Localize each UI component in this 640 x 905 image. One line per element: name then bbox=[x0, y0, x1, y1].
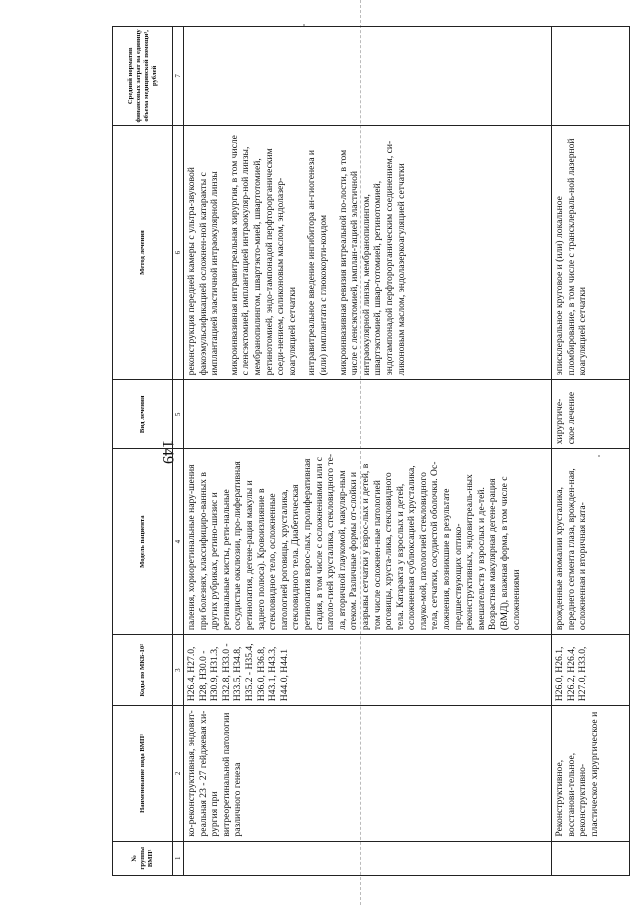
column-number: 1 bbox=[173, 841, 184, 875]
cell-group bbox=[552, 841, 630, 875]
method-item: интравитреальное введение ингибитора ан-гиогенеза и (или) имплантата с глюкокорти-коидом bbox=[306, 149, 329, 376]
cell-codes: H26.0, H26.1, H26.2, H26.4, H27.0, H33.0, bbox=[552, 635, 630, 706]
method-item: микроинвазивная ревизия витреальной по-лости, в том числе с ленсэктомией, имплан-тацией эластичной интраокулярной линзы, мембранопилингом, швартэктомией, швар-тотомией, ретинотомией, эндотампонадой перфторорганическим соединением, си-ликоновым маслом, эндолазеркоагуляцией сетчатки bbox=[337, 140, 407, 376]
table-header-row bbox=[113, 27, 173, 876]
column-number: 2 bbox=[173, 706, 184, 841]
table-row bbox=[184, 27, 552, 876]
header-name: Наименование вида ВМП¹ bbox=[113, 706, 173, 841]
cell-method: эписклеральное круговое и (или) локальное пломбирование, в том числе с трансклераль-ной лазерной коагуляцией сетчатки bbox=[552, 125, 630, 380]
cell-model: паления, хориоретинальные нару-шения при болезнях, классифициро-ванных в других рубриках, ретино-шизис и ретинальные кисты, рети-нальные сосудистые окклюзии, про-лиферативная ретинопатия, дегене-рация макулы и заднего полюса). Кровоизлияние в стекловидное тело, осложненные патологией роговицы, хрусталика, стекловидного тела. Диабетическая ретинопатия взрос-лых, пролиферативная стадия, в том числе с осложнениями или с патоло-гией хрусталика, стекловидного те-ла, вторичной глаукомой, макуляр-ным отеком. Различные формы от-слойки и разрывы сетчатки у взрос-лых и детей, в том числе осложнен-ные патологией роговицы, хруста-лика, стекловидного тела. Катаракта у взрослых и детей, осложненная сублюксацией хрусталика, глауко-мой, патологией стекловидного тела, сетчатки, сосудистой оболочки. Ос-ложнения, возникшие в результате предшествующих оптико-реконструктивных, эндовитреаль-ных вмешательств у взрослых и де-тей. Возрастная макулярная дегене-рация (ВМД), влажная форма, в том числе с осложнениями bbox=[184, 449, 552, 635]
column-number: 5 bbox=[173, 380, 184, 449]
cell-name: ко-реконструктивная, эндовит-реальная 23 - 27 гейджевая хи-рургия при витреоретинальной патологии различного генеза bbox=[184, 706, 552, 841]
header-treatment-type: Вид лечения bbox=[113, 380, 173, 449]
page-number: 149 bbox=[159, 440, 176, 464]
header-method: Метод лечения bbox=[113, 125, 173, 380]
column-number-row bbox=[173, 27, 184, 876]
cell-methods bbox=[184, 125, 552, 380]
cell-model: врожденные аномалии хрусталика, переднего сегмента глаза, врожден-ная, осложненная и вторичная ката- bbox=[552, 449, 630, 635]
vmp-table bbox=[112, 26, 630, 876]
column-number: 7 bbox=[173, 27, 184, 126]
cell-codes: H26.4, H27.0, H28, H30.0 - H30.9, H31.3, H32.8, H33.0 - H33.5, H34.8, H35.2 - H35.4, H36.0, H36.8, H43.1, H43.3, H44.0, H44.1 bbox=[184, 635, 552, 706]
cell-treatment-type bbox=[184, 380, 552, 449]
header-group: № группы ВМП¹ bbox=[113, 841, 173, 875]
column-number: 4 bbox=[173, 449, 184, 635]
header-cost: Средний норматив финансовых затрат на единицу объема медицинской помощи³, рублей bbox=[113, 27, 173, 126]
table-row bbox=[552, 27, 630, 876]
method-item: микроинвазивная интравитреальная хирургия, в том числе с ленсэктомией, имплантацией интраокуляр-ной линзы, мембранопилингом, швартэкто-мией, швартотомией, ретинотомией, эндо-тампонадой перфторорганическим соеди-нением, силиконовым маслом, эндолазер-коагуляцией сетчатки bbox=[228, 135, 298, 376]
header-model: Модель пациента bbox=[113, 449, 173, 635]
rotated-table-container bbox=[112, 26, 637, 876]
cell-treatment-type: хирургиче-ское лечение bbox=[552, 380, 630, 449]
header-codes: Коды по МКБ-10² bbox=[113, 635, 173, 706]
column-number: 6 bbox=[173, 125, 184, 380]
cell-group bbox=[184, 841, 552, 875]
method-item: реконструкция передней камеры с ультра-звуковой факоэмульсификацией осложнен-ной катаракты с имплантацией эластичной интраокулярной линзы bbox=[186, 167, 221, 376]
cell-name: Реконструктивное, восстанови-тельное, реконструктивно-пластическое хирургическое и bbox=[552, 706, 630, 841]
column-number: 3 bbox=[173, 635, 184, 706]
cell-cost bbox=[184, 27, 552, 126]
cell-cost bbox=[552, 27, 630, 126]
